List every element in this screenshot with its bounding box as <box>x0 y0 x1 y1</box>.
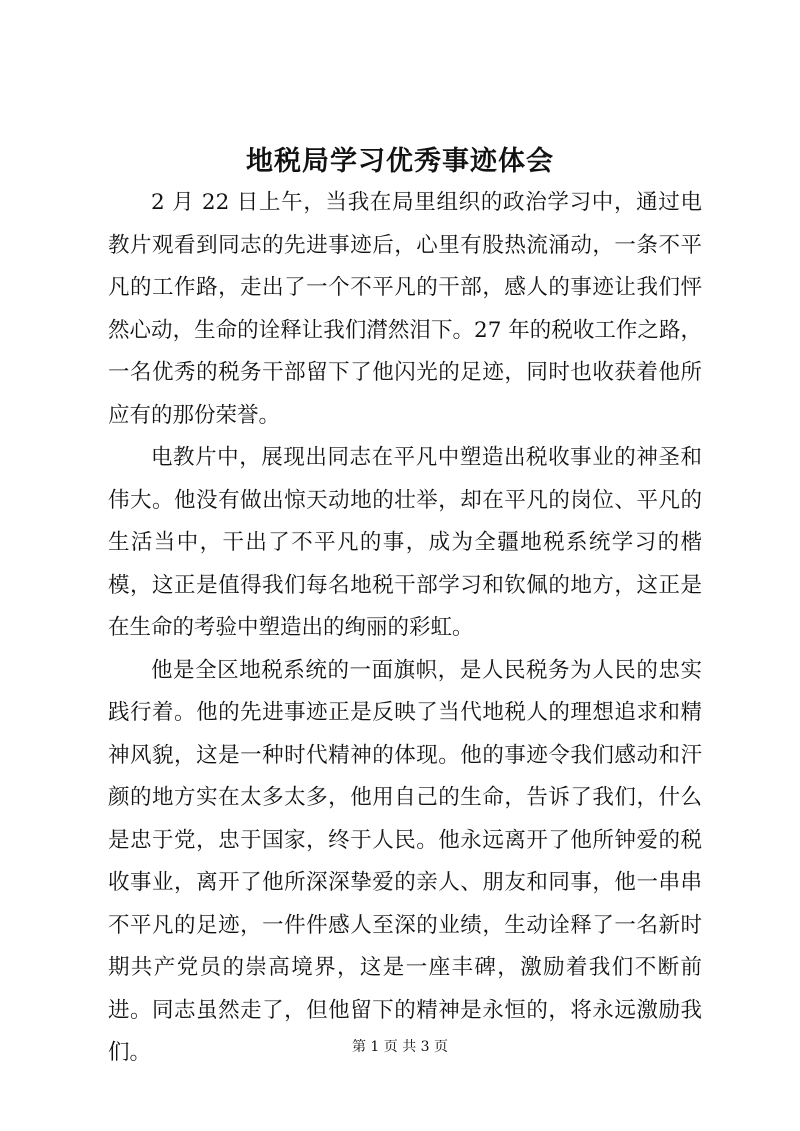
document-title: 地税局学习优秀事迹体会 <box>246 146 554 177</box>
document-body <box>108 182 702 1075</box>
page-footer: 第 1 页 共 3 页 <box>351 1039 449 1055</box>
paragraph-1: 2 月 22 日上午，当我在局里组织的政治学习中，通过电教片观看到同志的先进事迹后，心里有股热流涌动，一条不平凡的工作路，走出了一个不平凡的干部，感人的事迹让我们怦然心动，生命的诠释让我们潸然泪下。27 年的税收工作之路，一名优秀的税务干部留下了他闪光的足迹，同时也收获着他所应有的那份荣誉。 <box>108 190 702 428</box>
paragraph-3: 他是全区地税系统的一面旗帜，是人民税务为人民的忠实践行着。他的先进事迹正是反映了当代地税人的理想追求和精神风貌，这是一种时代精神的体现。他的事迹令我们感动和汗颜的地方实在太多太多，他用自己的生命，告诉了我们，什么是忠于党，忠于国家，终于人民。他永远离开了他所钟爱的税收事业，离开了他所深深挚爱的亲人、朋友和同事，他一串串不平凡的足迹，一件件感人至深的业绩，生动诠释了一名新时期共产党员的崇高境界，这是一座丰碑，激励着我们不断前进。同志虽然走了，但他留下的精神是永恒的，将永远激励我们。 <box>108 657 702 1065</box>
paragraph-2: 电教片中，展现出同志在平凡中塑造出税收事业的神圣和伟大。他没有做出惊天动地的壮举，却在平凡的岗位、平凡的生活当中，干出了不平凡的事，成为全疆地税系统学习的楷模，这正是值得我们每名地税干部学习和钦佩的地方，这正是在生命的考验中塑造出的绚丽的彩虹。 <box>108 445 702 640</box>
